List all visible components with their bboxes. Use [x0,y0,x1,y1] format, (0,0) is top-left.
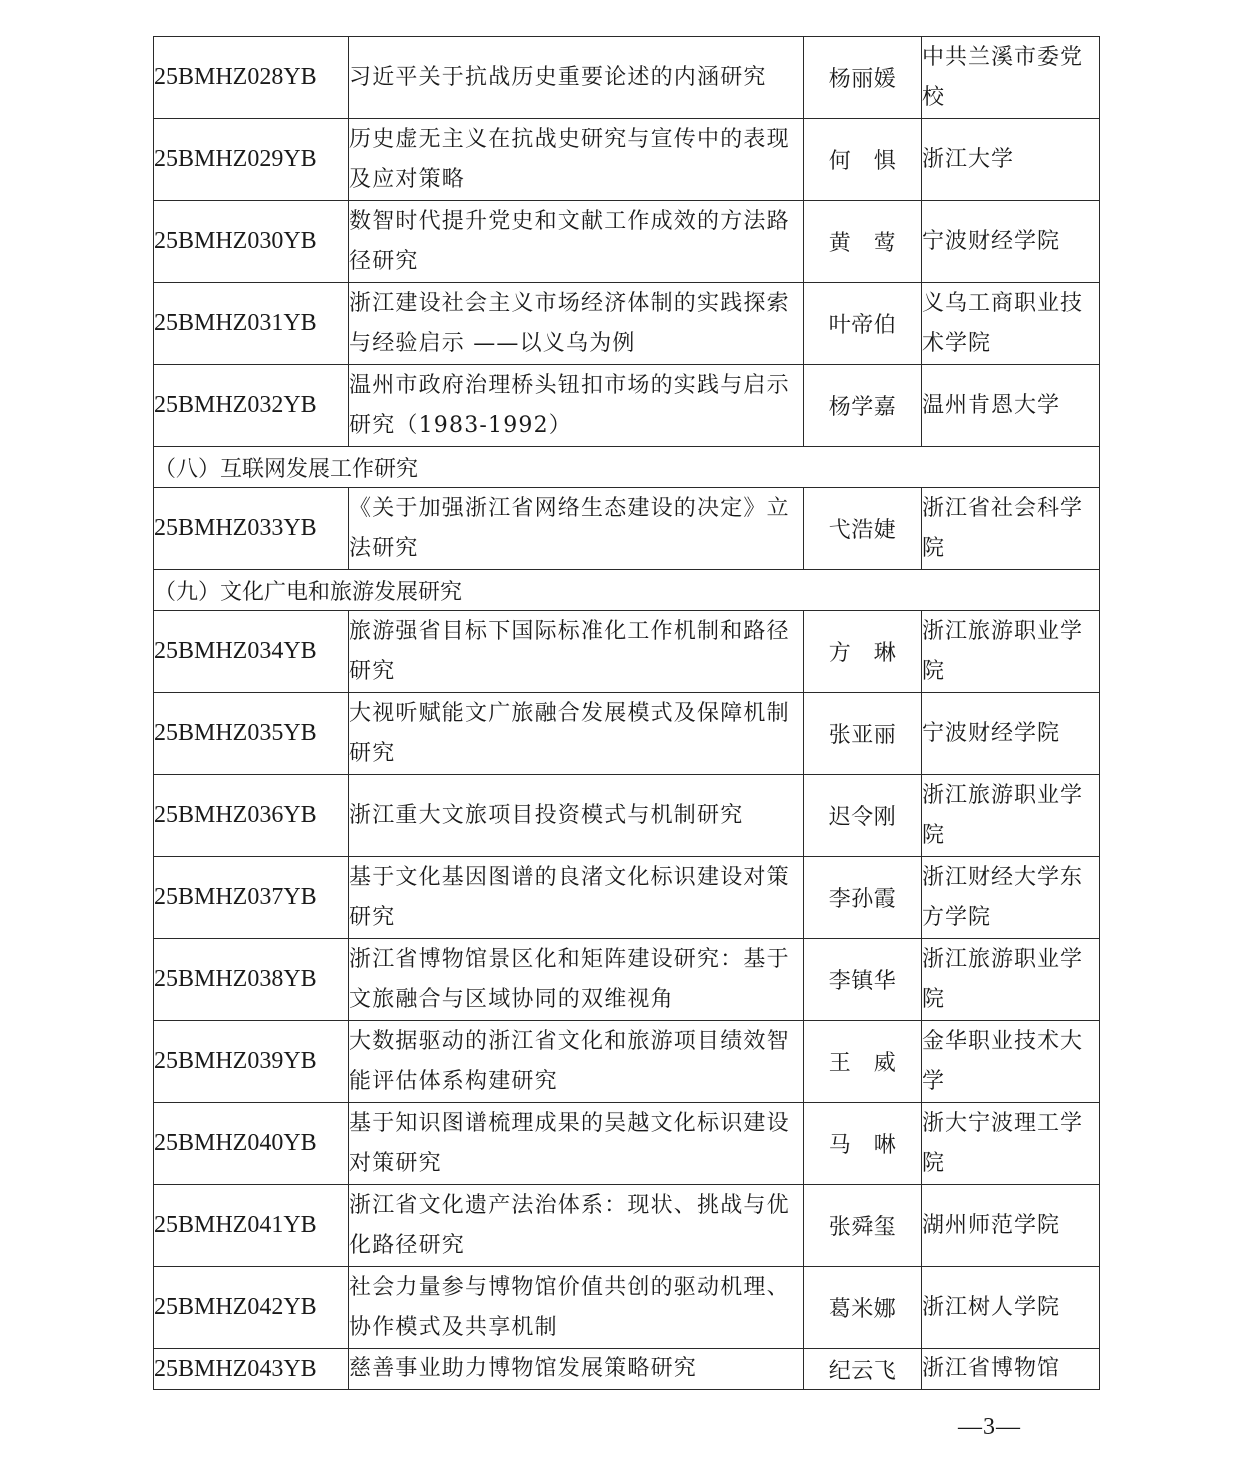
project-leader: 迟令刚 [804,775,922,857]
project-title: 习近平关于抗战历史重要论述的内涵研究 [349,37,804,119]
table-row [154,37,1100,119]
project-leader: 葛米娜 [804,1267,922,1349]
project-leader: 李镇华 [804,939,922,1021]
project-leader: 杨学嘉 [804,365,922,447]
project-code: 25BMHZ041YB [154,1185,349,1267]
project-institution: 浙江省社会科学院 [922,488,1100,570]
project-code: 25BMHZ028YB [154,37,349,119]
project-code: 25BMHZ031YB [154,283,349,365]
project-code: 25BMHZ034YB [154,611,349,693]
project-code: 25BMHZ043YB [154,1349,349,1390]
project-code: 25BMHZ029YB [154,119,349,201]
project-institution: 宁波财经学院 [922,201,1100,283]
project-institution: 中共兰溪市委党校 [922,37,1100,119]
project-code: 25BMHZ037YB [154,857,349,939]
section-heading-culture-tourism: （九）文化广电和旅游发展研究 [154,570,1100,611]
table-row [154,283,1100,365]
project-institution: 湖州师范学院 [922,1185,1100,1267]
project-title: 旅游强省目标下国际标准化工作机制和路径研究 [349,611,804,693]
project-title: 历史虚无主义在抗战史研究与宣传中的表现及应对策略 [349,119,804,201]
project-list-table [153,36,1100,1390]
project-institution: 浙江树人学院 [922,1267,1100,1349]
project-institution: 浙大宁波理工学院 [922,1103,1100,1185]
project-institution: 浙江财经大学东方学院 [922,857,1100,939]
project-title: 《关于加强浙江省网络生态建设的决定》立法研究 [349,488,804,570]
project-title: 基于知识图谱梳理成果的吴越文化标识建设对策研究 [349,1103,804,1185]
project-institution: 浙江大学 [922,119,1100,201]
section-heading-internet: （八）互联网发展工作研究 [154,447,1100,488]
project-title: 浙江省文化遗产法治体系：现状、挑战与优化路径研究 [349,1185,804,1267]
table-row [154,775,1100,857]
project-code: 25BMHZ032YB [154,365,349,447]
project-code: 25BMHZ030YB [154,201,349,283]
project-title: 浙江重大文旅项目投资模式与机制研究 [349,775,804,857]
project-code: 25BMHZ036YB [154,775,349,857]
table-row [154,1185,1100,1267]
project-title: 大数据驱动的浙江省文化和旅游项目绩效智能评估体系构建研究 [349,1021,804,1103]
project-institution: 浙江旅游职业学院 [922,611,1100,693]
project-institution: 浙江省博物馆 [922,1349,1100,1390]
project-code: 25BMHZ038YB [154,939,349,1021]
table-row [154,365,1100,447]
table-row [154,939,1100,1021]
project-leader: 李孙霞 [804,857,922,939]
project-title: 浙江省博物馆景区化和矩阵建设研究：基于文旅融合与区域协同的双维视角 [349,939,804,1021]
project-leader: 杨丽媛 [804,37,922,119]
project-institution: 温州肯恩大学 [922,365,1100,447]
project-title: 温州市政府治理桥头钮扣市场的实践与启示研究（1983-1992） [349,365,804,447]
project-leader: 纪云飞 [804,1349,922,1390]
project-code: 25BMHZ035YB [154,693,349,775]
project-title: 基于文化基因图谱的良渚文化标识建设对策研究 [349,857,804,939]
project-leader: 王 威 [804,1021,922,1103]
project-leader: 张舜玺 [804,1185,922,1267]
table-row [154,611,1100,693]
table-row [154,1267,1100,1349]
project-code: 25BMHZ040YB [154,1103,349,1185]
table-row [154,119,1100,201]
project-institution: 浙江旅游职业学院 [922,775,1100,857]
table-row [154,1021,1100,1103]
project-code: 25BMHZ039YB [154,1021,349,1103]
project-title: 社会力量参与博物馆价值共创的驱动机理、协作模式及共享机制 [349,1267,804,1349]
page-number: —3— [958,1414,1021,1440]
project-leader: 叶帝伯 [804,283,922,365]
table-row [154,201,1100,283]
project-title: 浙江建设社会主义市场经济体制的实践探索与经验启示 ——以义乌为例 [349,283,804,365]
project-institution: 金华职业技术大学 [922,1021,1100,1103]
project-code: 25BMHZ033YB [154,488,349,570]
project-institution: 宁波财经学院 [922,693,1100,775]
table-row [154,488,1100,570]
project-leader: 何 惧 [804,119,922,201]
table-row [154,857,1100,939]
table-row [154,1349,1100,1390]
project-leader: 马 啉 [804,1103,922,1185]
project-leader: 张亚丽 [804,693,922,775]
project-title: 大视听赋能文广旅融合发展模式及保障机制研究 [349,693,804,775]
project-leader: 黄 莺 [804,201,922,283]
table-row [154,693,1100,775]
project-institution: 浙江旅游职业学院 [922,939,1100,1021]
project-institution: 义乌工商职业技术学院 [922,283,1100,365]
table-row [154,1103,1100,1185]
project-leader: 弋浩婕 [804,488,922,570]
project-code: 25BMHZ042YB [154,1267,349,1349]
project-leader: 方 琳 [804,611,922,693]
section-row [154,447,1100,488]
project-title: 数智时代提升党史和文献工作成效的方法路径研究 [349,201,804,283]
project-title: 慈善事业助力博物馆发展策略研究 [349,1349,804,1390]
section-row [154,570,1100,611]
